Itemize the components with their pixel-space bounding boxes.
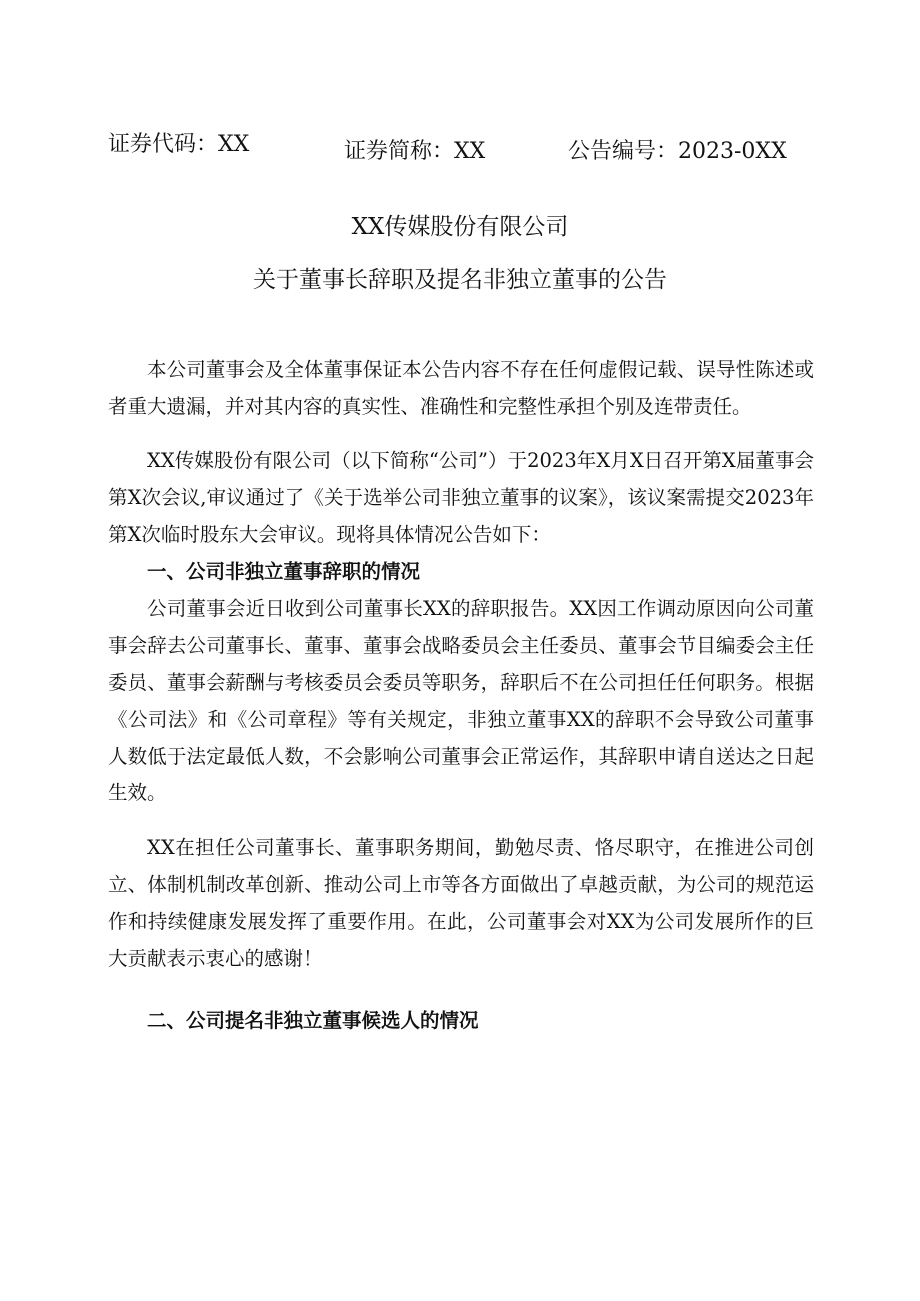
section2-heading: 二、公司提名非独立董事候选人的情况 (147, 1008, 479, 1032)
announcement-title: 关于董事长辞职及提名非独立董事的公告 (253, 267, 667, 293)
intro-paragraph: XX传媒股份有限公司（以下简称“公司”）于2023年X月X日召开第X届董事会第X次会议,审议通过了《关于选举公司非独立董事的议案》，该议案需提交2023年第X次临时股东大会审议。现将具体情况公告如下： (108, 449, 814, 547)
company-title: XX传媒股份有限公司 (351, 214, 569, 240)
disclaimer-paragraph: 本公司董事会及全体董事保证本公告内容不存在任何虚假记载、误导性陈述或者重大遗漏，并对其内容的真实性、准确性和完整性承担个别及连带责任。 (108, 358, 814, 418)
security-code: 证券代码：XX (108, 132, 250, 157)
section1-heading: 一、公司非独立董事辞职的情况 (147, 560, 421, 584)
section1-paragraph-1: 公司董事会近日收到公司董事长XX的辞职报告。XX因工作调动原因向公司董事会辞去公司董事长、董事、董事会战略委员会主任委员、董事会节目编委会主任委员、董事会薪酬与考核委员会委员等职务，辞职后不在公司担任任何职务。根据《公司法》和《公司章程》等有关规定，非独立董事XX的辞职不会导致公司董事人数低于法定最低人数，不会影响公司董事会正常运作，其辞职申请自送达之日起生效。 (108, 596, 814, 805)
announcement-body (108, 352, 814, 1039)
announcement-number: 公告编号：2023-0XX (568, 139, 787, 164)
section1-paragraph-2: XX在担任公司董事长、董事职务期间，勤勉尽责、恪尽职守，在推进公司创立、体制机制改革创新、推动公司上市等各方面做出了卓越贡献，为公司的规范运作和持续健康发展发挥了重要作用。在此，公司董事会对XX为公司发展所作的巨大贡献表示衷心的感谢！ (108, 835, 814, 970)
security-name: 证券简称：XX (344, 139, 486, 164)
